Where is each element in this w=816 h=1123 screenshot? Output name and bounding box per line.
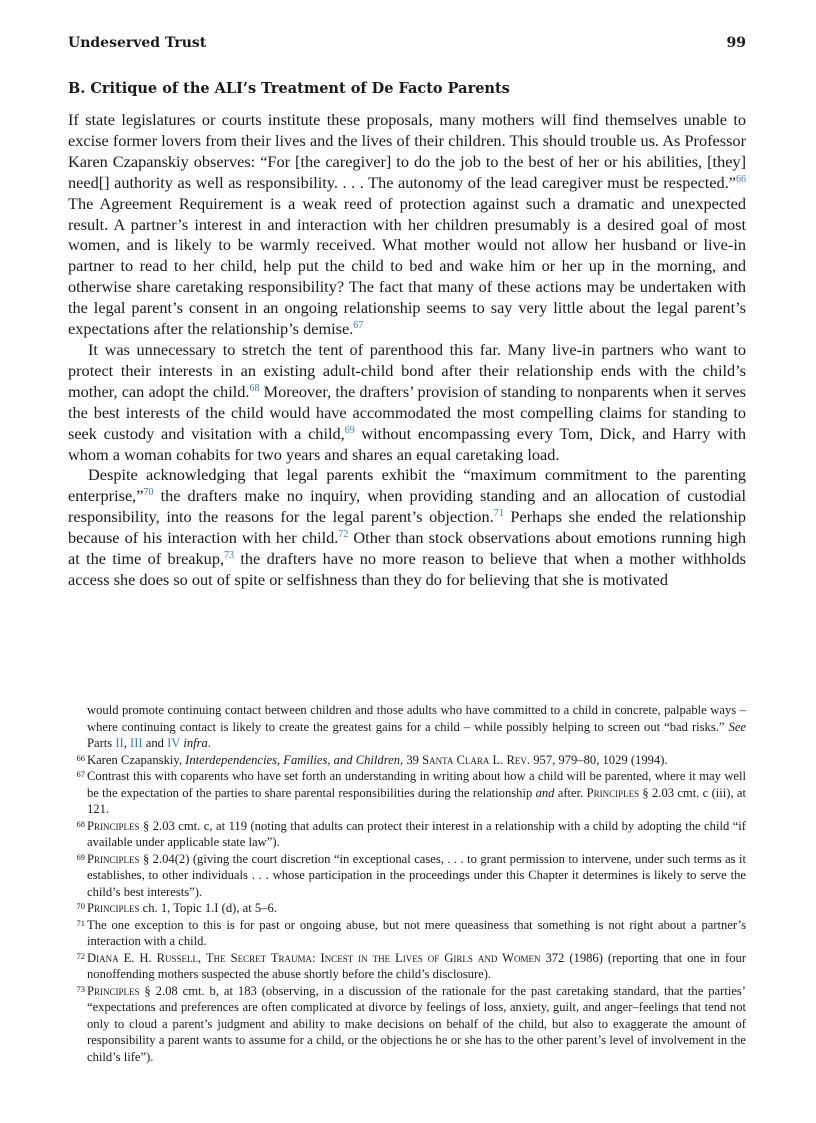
section-heading: B. Critique of the ALI’s Treatment of De Facto Parents (68, 80, 510, 97)
footnote-67: 67 Contrast this with coparents who have set forth an understanding in writing about how a child will be parented, where it may well be the expectation of the parties to share parental responsibilities during the relationship and after. Principles § 2.03 cmt. c (iii), at 121. (68, 768, 746, 818)
footnote-ref-72[interactable]: 72 (338, 529, 349, 541)
page-number: 99 (726, 35, 746, 51)
footnote-number: 68 (76, 818, 85, 829)
paragraph-2: It was unnecessary to stretch the tent of parenthood this far. Many live-in partners who want to protect their interests in an existing adult-child bond after their relationship ends with the child’s mother, can adopt the child.$^{68}$ Moreover, the drafters’ provision of standing to nonparents when it serves the best interests of the child would have accommodated the most compelling claims for standing to seek custody and visitation with a child,$^{69}$ without encompassing every Tom, Dick, and Harry with whom a woman cohabits for two years and shares an equal caretaking load. (68, 339, 746, 464)
footnote-ref-70[interactable]: 70 (143, 487, 154, 499)
footnote-number: 67 (76, 769, 85, 779)
footnote-69: 69 Principles § 2.04(2) (giving the court discretion “in exceptional cases, . . . to grant permission to intervene, under such terms as it establishes, to other individuals . . . whose participation in the proceedings under this Chapter it determines is likely to serve the child’s best interests”). (68, 851, 746, 901)
footnote-ref-67[interactable]: 67 (353, 320, 364, 332)
footnote-72: 72 Diana E. H. Russell, The Secret Trauma: Incest in the Lives of Girls and Women 372 (1986) (reporting that one in four nonoffending mothers suspected the abuse shortly before the child’s disclosure). (68, 950, 746, 983)
footnote-number: 66 (76, 752, 85, 763)
footnote-ref-73[interactable]: 73 (224, 550, 235, 562)
footnote-number: 71 (76, 917, 85, 928)
body-text (68, 110, 746, 591)
paragraph-3: Despite acknowledging that legal parents exhibit the “maximum commitment to the parenting enterprise,”$^{70}$ the drafters make no inquiry, when providing standing and an allocation of custodial responsibility, into the reasons for the legal parent’s objection.$^{71}$ Perhaps she ended the relationship because of his interaction with her child.$^{72}$ Other than stock observations about emotions running high at the time of breakup,$^{73}$ the drafters have no more reason to believe that when a mother withholds access she does so out of spite or selfishness than they do for believing that she is motivated (68, 465, 747, 589)
footnote-number: 72 (76, 950, 85, 961)
footnote-number: 73 (76, 983, 85, 994)
footnote-68: 68 Principles § 2.03 cmt. c, at 119 (noting that adults can protect their interest in a relationship with a child by adopting the child “if available under applicable state law”). (68, 818, 746, 851)
running-title: Undeserved Trust (68, 35, 207, 51)
footnote-ref-66[interactable]: 66 (736, 173, 746, 185)
part-link-3[interactable]: III (130, 736, 143, 750)
running-header (68, 35, 746, 55)
footnotes (68, 702, 746, 1065)
footnote-ref-69[interactable]: 69 (344, 424, 355, 436)
footnote-continuation: would promote continuing contact between children and those adults who have committed to a child in concrete, palpable ways – where continuing contact is likely to create the greatest gains for a child – while possibly helping to screen out “bad risks.” See Parts II, III and IV infra. (87, 703, 746, 750)
footnote-ref-68[interactable]: 68 (249, 382, 260, 394)
paragraph-1: If state legislatures or courts institute these proposals, many mothers will find themselves unable to excise former lovers from their lives and the lives of their children. This should trouble us. As Professor Karen Czapanskiy observes: “For [the caregiver] to do the job to the best of her or his abilities, [they] need[] authority as well as responsibility. . . . The autonomy of the lead caregiver must be respected.”$^{66}$ The Agreement Requirement is a weak reed of protection against such a dramatic and unexpected result. A partner’s interest in and interaction with her children presumably is a desired goal of most women, and is likely to be warmly received. What mother would not allow her husband or live-in partner to read to her child, help put the child to bed and wake him or her up in the morning, and otherwise share caretaking responsibility? The fact that many of these actions may be undertaken with the legal parent’s consent in an ongoing relationship seems to say very little about the legal parent’s expectations after the relationship’s demise.$^{67}$ (68, 110, 746, 339)
part-link-2[interactable]: II (115, 736, 124, 750)
footnote-ref-71[interactable]: 71 (493, 508, 504, 520)
part-link-4[interactable]: IV (167, 736, 181, 750)
footnote-71: 71 The one exception to this is for past or ongoing abuse, but not mere queasiness that something is not right about a partner’s interaction with a child. (68, 917, 746, 950)
footnote-70: 70 Principles ch. 1, Topic 1.I (d), at 5–6. (68, 900, 746, 917)
footnote-number: 70 (76, 901, 85, 911)
footnote-66: 66 Karen Czapanskiy, Interdependencies, Families, and Children, 39 Santa Clara L. Rev. 957, 979–80, 1029 (1994). (68, 752, 746, 769)
footnote-number: 69 (76, 851, 85, 862)
footnote-73: 73 Principles § 2.08 cmt. b, at 183 (observing, in a discussion of the rationale for the past caretaking standard, that the parties’ “expectations and preferences are often complicated at divorce by feelings of loss, anxiety, guilt, and anger–feelings that tend not only to cloud a parent’s judgment and ability to make decisions on behalf of the child, but also to exaggerate the amount of responsibility a parent wants to assume for a child, or the objections he or she has to the other parent’s level of involvement in the child’s life”). (68, 983, 746, 1066)
